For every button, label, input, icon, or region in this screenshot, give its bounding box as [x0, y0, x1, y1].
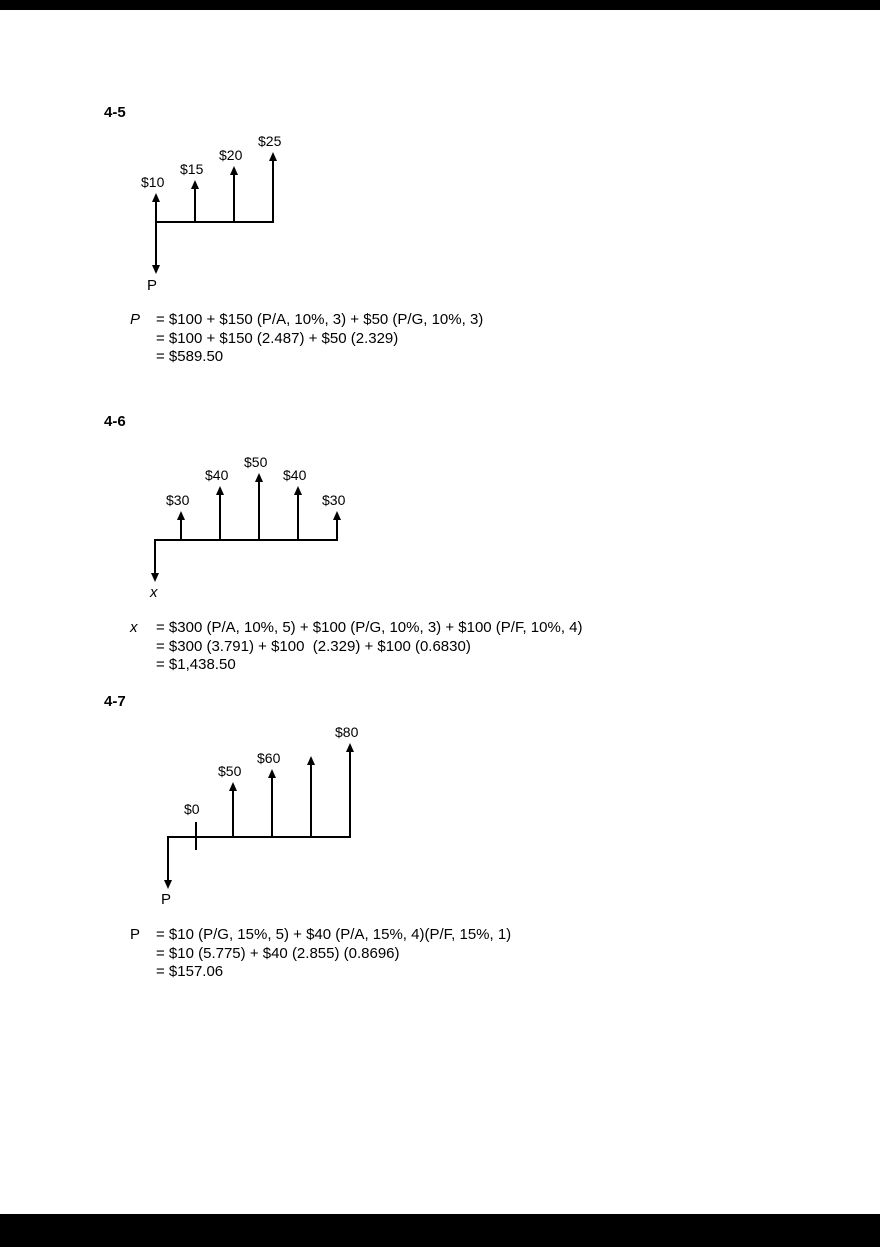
up-arrow [258, 482, 260, 541]
up-arrow [180, 520, 182, 541]
equation-expression: = $300 (3.791) + $100 (2.329) + $100 (0.6830) [156, 637, 471, 655]
equation-line [130, 311, 483, 330]
up-arrow [297, 495, 299, 541]
equation-line [130, 945, 511, 964]
flow-amount-label: $25 [258, 133, 282, 149]
flow-amount-label: $15 [180, 161, 204, 177]
up-arrow [310, 765, 312, 838]
flow-amount-label: $50 [218, 763, 242, 779]
equation-line [130, 656, 583, 675]
equation-variable: x [130, 619, 138, 636]
flow-amount-label: $30 [166, 492, 190, 508]
equation-line [130, 348, 483, 367]
flow-amount-label: $80 [335, 724, 359, 740]
present-value-arrow [155, 221, 157, 265]
flow-amount-label: $40 [283, 467, 307, 483]
problem-heading-4-5: 4-5 [104, 104, 126, 121]
up-arrow [194, 189, 196, 223]
equation-line [130, 330, 483, 349]
timeline-baseline [154, 539, 338, 541]
flow-amount-label: $60 [257, 750, 281, 766]
up-arrow [271, 778, 273, 838]
equation-block-4-7 [130, 926, 511, 982]
timeline-baseline [155, 221, 274, 223]
equation-expression: = $10 (P/G, 15%, 5) + $40 (P/A, 15%, 4)(P/F, 15%, 1) [156, 926, 512, 943]
equation-expression: = $589.50 [156, 348, 224, 365]
equation-expression: = $157.06 [156, 963, 224, 980]
equation-expression: = $10 (5.775) + $40 (2.855) (0.8696) [156, 944, 400, 962]
equation-expression: = $300 (P/A, 10%, 5) + $100 (P/G, 10%, 3) + $100 (P/F, 10%, 4) [156, 619, 583, 636]
flow-amount-label: $0 [184, 801, 200, 817]
timeline-baseline [167, 836, 351, 838]
equation-block-4-5 [130, 311, 483, 367]
equation-line [130, 619, 583, 638]
present-value-label: P [161, 891, 172, 908]
up-arrow [232, 791, 234, 838]
present-value-label: x [150, 584, 158, 601]
up-arrow [272, 161, 274, 223]
equation-line [130, 638, 583, 657]
flow-amount-label: $50 [244, 454, 268, 470]
equation-line [130, 963, 511, 982]
problem-heading-4-7: 4-7 [104, 693, 126, 710]
present-value-label: P [147, 277, 158, 294]
flow-amount-label: $30 [322, 492, 346, 508]
flow-amount-label: $40 [205, 467, 229, 483]
equation-expression: = $100 + $150 (2.487) + $50 (2.329) [156, 329, 399, 347]
up-arrow [155, 202, 157, 223]
equation-variable: P [130, 311, 141, 328]
equation-block-4-6 [130, 619, 583, 675]
present-value-arrow [167, 836, 169, 880]
equation-expression: = $100 + $150 (P/A, 10%, 3) + $50 (P/G, 10%, 3) [156, 311, 484, 328]
flow-amount-label: $20 [219, 147, 243, 163]
equation-expression: = $1,438.50 [156, 656, 236, 673]
up-arrow [233, 175, 235, 223]
problem-heading-4-6: 4-6 [104, 413, 126, 430]
present-value-arrow [154, 539, 156, 573]
up-arrow [349, 752, 351, 838]
flow-amount-label: $10 [141, 174, 165, 190]
equation-variable: P [130, 926, 141, 943]
equation-line [130, 926, 511, 945]
paper-background [0, 10, 880, 1214]
up-arrow [336, 520, 338, 541]
up-arrow [219, 495, 221, 541]
